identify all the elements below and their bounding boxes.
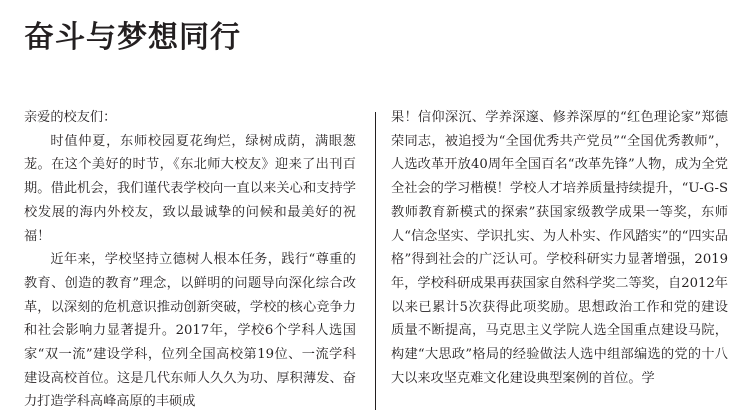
- right-column: [391, 106, 728, 390]
- paragraph-continuation: 果！信仰深沉、学养深邃、修养深厚的“红色理论家”郑德荣同志，被追授为“全国优秀共产党员”“全国优秀教师”，人选改革开放40周年全国百名“改革先锋”人物，成为全党全社会的学习楷模！学校人才培养质量持续提升，“U-G-S教师教育新模式的探索”获国家级教学成果一等奖，东师人“信念坚实、学识扎实、为人朴实、作风踏实”的“四实品格”得到社会的广泛认可。学校科研实力显著增强，2019年，学校科研成果再获国家自然科学奖二等奖，自2012年以来已累计5次获得此项奖励。思想政治工作和党的建设质量不断提高，马克思主义学院人选全国重点建设马院，构建“大思政”格局的经验做法人选中组部编选的党的十八大以来攻坚克难文化建设典型案例的首位。学: [391, 110, 728, 386]
- article-title: 奋斗与梦想同行: [24, 20, 241, 55]
- paragraph-achievements: 近年来，学校坚持立德树人根本任务，践行“尊重的教育、创造的教育”理念，以鲜明的问题导向深化综合改革，以深刻的危机意识推动创新突破，学校的核心竞争力和社会影响力显著提升。2017年，学校6个学科人选国家“双一流”建设学科，位列全国高校第19位、一流学科建设高校首位。这是几代东师人久久为功、厚积薄发、奋力打造学科高峰高原的丰硕成: [24, 252, 356, 410]
- salutation: 亲爱的校友们：: [24, 110, 117, 125]
- column-divider: [375, 112, 376, 410]
- left-column: [24, 106, 356, 414]
- paragraph-opening: 时值仲夏，东师校园夏花绚烂，绿树成荫，满眼葱茏。在这个美好的时节，《东北师大校友》迎来了出刊百期。借此机会，我们谨代表学校向一直以来关心和支持学校发展的海内外校友，致以最诚挚的问候和最美好的祝福！: [24, 133, 356, 244]
